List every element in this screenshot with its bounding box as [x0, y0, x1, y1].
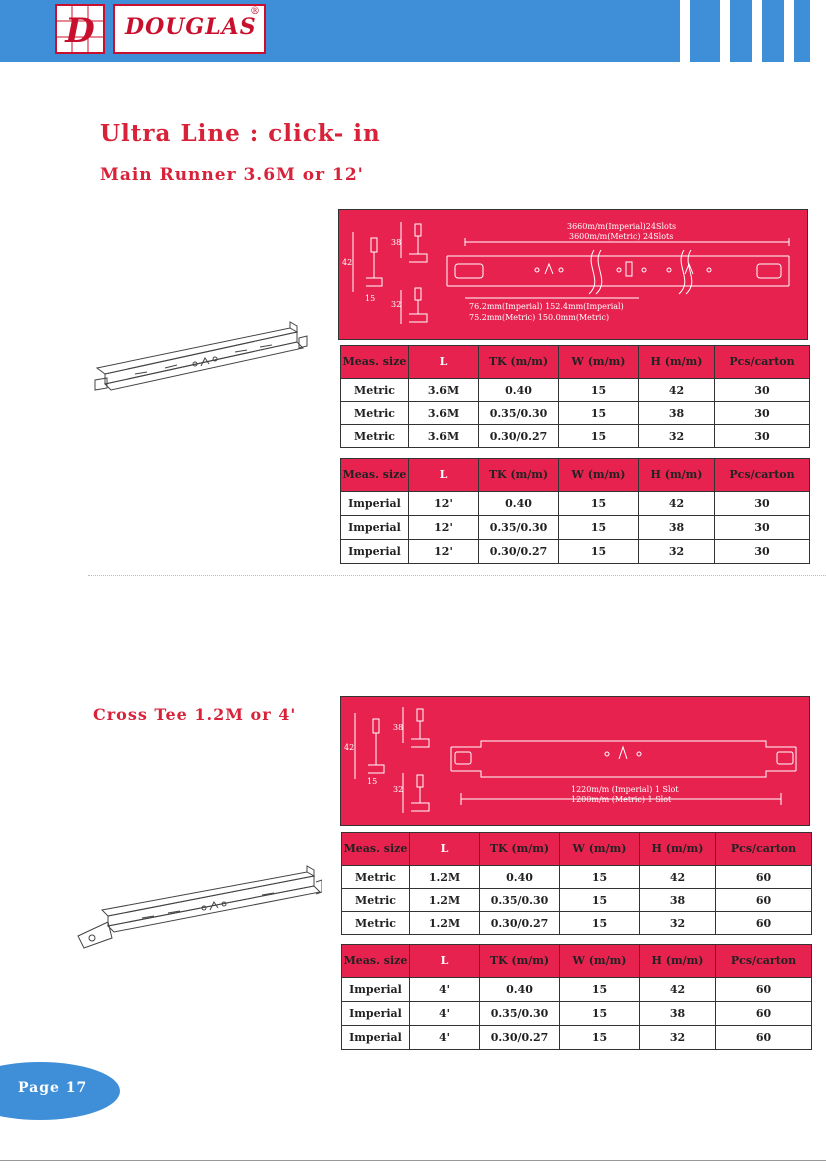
table-row [341, 425, 810, 448]
logo-wordmark [113, 4, 266, 54]
dimension-42: 42 [342, 258, 353, 267]
cell: 15 [559, 540, 639, 564]
header-stripe [784, 0, 794, 62]
col-header-tk: TK (m/m) [479, 346, 559, 379]
header-stripe [680, 0, 690, 62]
cell: 15 [560, 889, 640, 912]
cell: 0.30/0.27 [479, 425, 559, 448]
cell: Imperial [341, 492, 409, 516]
cell: 15 [559, 516, 639, 540]
col-header-pcs: Pcs/carton [716, 833, 812, 866]
cell: 30 [715, 492, 810, 516]
cell: 1.2M [410, 889, 480, 912]
cell: Metric [341, 379, 409, 402]
cell: 30 [715, 402, 810, 425]
col-header-meas: Meas. size [342, 945, 410, 978]
bottom-rule [0, 1160, 826, 1161]
dimension-42: 42 [344, 743, 355, 752]
table-row [341, 540, 810, 564]
col-header-l: L [410, 945, 480, 978]
main-runner-diagram [338, 209, 808, 340]
table-header-row [341, 459, 810, 492]
cell: 0.30/0.27 [480, 1026, 560, 1050]
header-bar [0, 0, 826, 62]
main-runner-length-imperial: 3660m/m(Imperial)24Slots [567, 222, 677, 231]
cell: 0.40 [480, 866, 560, 889]
cell: 0.40 [480, 978, 560, 1002]
cross-tee-metric-table [341, 832, 812, 935]
registered-mark: ® [250, 6, 260, 17]
cell: 32 [640, 1026, 716, 1050]
cell: 0.35/0.30 [479, 516, 559, 540]
main-runner-spacing-metric: 75.2mm(Metric) 150.0mm(Metric) [469, 313, 610, 322]
cell: 15 [559, 379, 639, 402]
main-runner-imperial-table [340, 458, 810, 564]
cell: 60 [716, 1026, 812, 1050]
cell: 32 [639, 540, 715, 564]
cell: 38 [639, 516, 715, 540]
col-header-tk: TK (m/m) [480, 833, 560, 866]
col-header-w: W (m/m) [560, 945, 640, 978]
cell: 1.2M [410, 866, 480, 889]
cell: Metric [342, 866, 410, 889]
cell: Imperial [341, 516, 409, 540]
cross-tee-illustration [72, 860, 322, 960]
dimension-15: 15 [365, 294, 376, 303]
cell: Imperial [342, 978, 410, 1002]
cell: 38 [640, 889, 716, 912]
cell: 0.35/0.30 [479, 402, 559, 425]
cross-tee-heading: Cross Tee 1.2M or 4' [93, 705, 297, 724]
page-title: Ultra Line : click- in [100, 120, 381, 147]
cell: 15 [560, 912, 640, 935]
cell: 0.40 [479, 492, 559, 516]
cell: 30 [715, 516, 810, 540]
col-header-l: L [410, 833, 480, 866]
cell: Metric [341, 402, 409, 425]
table-row [342, 912, 812, 935]
cell: Imperial [341, 540, 409, 564]
main-runner-illustration [85, 318, 313, 398]
cell: 12' [409, 516, 479, 540]
cell: 60 [716, 889, 812, 912]
cell: 15 [559, 492, 639, 516]
cell: 30 [715, 425, 810, 448]
col-header-pcs: Pcs/carton [716, 945, 812, 978]
col-header-meas: Meas. size [341, 346, 409, 379]
cell: Metric [341, 425, 409, 448]
col-header-l: L [409, 346, 479, 379]
cell: 32 [640, 912, 716, 935]
cell: 38 [640, 1002, 716, 1026]
cell: 3.6M [409, 425, 479, 448]
main-runner-heading: Main Runner 3.6M or 12' [100, 165, 364, 185]
cell: 15 [560, 866, 640, 889]
cell: Metric [342, 912, 410, 935]
table-row [341, 516, 810, 540]
col-header-w: W (m/m) [559, 459, 639, 492]
col-header-h: H (m/m) [640, 945, 716, 978]
cell: 4' [410, 978, 480, 1002]
cell: 1.2M [410, 912, 480, 935]
col-header-meas: Meas. size [341, 459, 409, 492]
cell: 60 [716, 978, 812, 1002]
dimension-38: 38 [391, 238, 402, 247]
main-runner-metric-table [340, 345, 810, 448]
cell: 0.35/0.30 [480, 1002, 560, 1026]
dimension-38: 38 [393, 723, 404, 732]
col-header-pcs: Pcs/carton [715, 459, 810, 492]
table-row [342, 978, 812, 1002]
table-header-row [342, 945, 812, 978]
table-row [342, 866, 812, 889]
cell: 15 [560, 1026, 640, 1050]
col-header-tk: TK (m/m) [480, 945, 560, 978]
cell: 4' [410, 1026, 480, 1050]
table-row [341, 379, 810, 402]
page-number: Page 17 [18, 1080, 88, 1096]
section-divider [88, 575, 826, 576]
cross-tee-length-imperial: 1220m/m (Imperial) 1 Slot [571, 785, 679, 794]
cell: 42 [639, 379, 715, 402]
cell: Imperial [342, 1026, 410, 1050]
cell: 30 [715, 379, 810, 402]
col-header-h: H (m/m) [639, 346, 715, 379]
cell: 42 [640, 978, 716, 1002]
cell: 3.6M [409, 379, 479, 402]
col-header-w: W (m/m) [560, 833, 640, 866]
cell: 4' [410, 1002, 480, 1026]
cell: 12' [409, 540, 479, 564]
col-header-h: H (m/m) [640, 833, 716, 866]
dimension-32: 32 [391, 300, 402, 309]
cell: 60 [716, 866, 812, 889]
cell: 38 [639, 402, 715, 425]
cross-tee-diagram [340, 696, 810, 826]
col-header-tk: TK (m/m) [479, 459, 559, 492]
dimension-15: 15 [367, 777, 378, 786]
cross-tee-profile-drawing [341, 697, 811, 827]
logo-mark [55, 4, 105, 54]
cell: 0.40 [479, 379, 559, 402]
header-stripe [752, 0, 762, 62]
table-row [342, 889, 812, 912]
cell: 60 [716, 912, 812, 935]
cell: 15 [559, 402, 639, 425]
col-header-meas: Meas. size [342, 833, 410, 866]
cell: 0.35/0.30 [480, 889, 560, 912]
table-row [342, 1002, 812, 1026]
cell: Imperial [342, 1002, 410, 1026]
cell: 0.30/0.27 [479, 540, 559, 564]
cross-tee-imperial-table [341, 944, 812, 1050]
table-header-row [341, 346, 810, 379]
cell: 60 [716, 1002, 812, 1026]
cell: 32 [639, 425, 715, 448]
table-header-row [342, 833, 812, 866]
cell: 15 [560, 978, 640, 1002]
dimension-32: 32 [393, 785, 404, 794]
cell: 30 [715, 540, 810, 564]
cell: 15 [559, 425, 639, 448]
main-runner-length-metric: 3600m/m(Metric) 24Slots [569, 232, 674, 241]
header-stripe [720, 0, 730, 62]
cell: 42 [639, 492, 715, 516]
table-row [341, 402, 810, 425]
col-header-h: H (m/m) [639, 459, 715, 492]
col-header-w: W (m/m) [559, 346, 639, 379]
cell: 15 [560, 1002, 640, 1026]
table-row [342, 1026, 812, 1050]
cell: 0.30/0.27 [480, 912, 560, 935]
main-runner-spacing-imperial: 76.2mm(Imperial) 152.4mm(Imperial) [469, 302, 624, 311]
cross-tee-length-metric: 1200m/m (Metric) 1 Slot [571, 795, 672, 804]
col-header-pcs: Pcs/carton [715, 346, 810, 379]
table-row [341, 492, 810, 516]
header-stripe [810, 0, 826, 62]
cell: 42 [640, 866, 716, 889]
brand-name: DOUGLAS [125, 14, 257, 40]
col-header-l: L [409, 459, 479, 492]
cell: 12' [409, 492, 479, 516]
cell: Metric [342, 889, 410, 912]
cell: 3.6M [409, 402, 479, 425]
svg-text:D: D [65, 11, 95, 51]
